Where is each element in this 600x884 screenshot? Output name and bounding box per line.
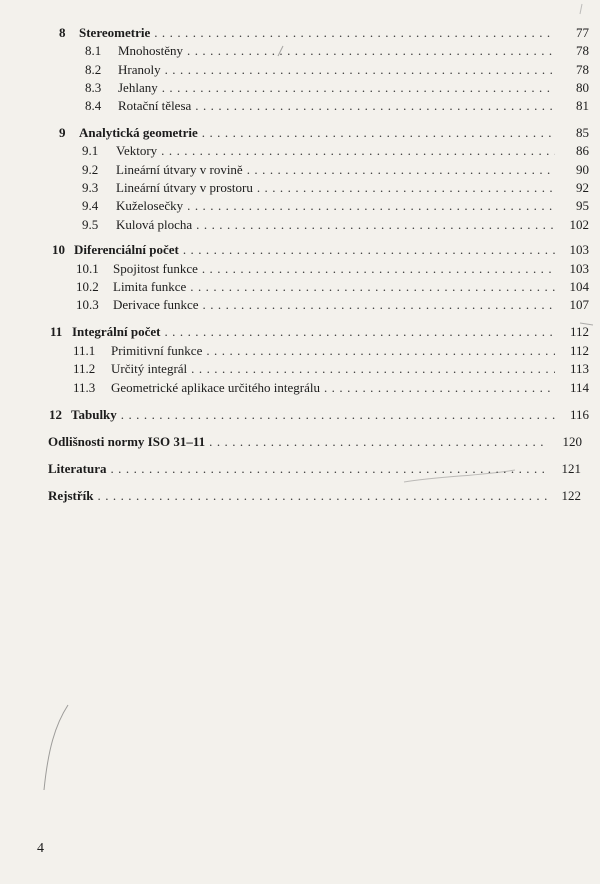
toc-title: Analytická geometrie xyxy=(79,125,198,140)
toc-title: Literatura xyxy=(48,461,107,476)
toc-page: 103 xyxy=(569,261,589,276)
toc-page: 121 xyxy=(561,461,581,476)
toc-page: 112 xyxy=(569,343,589,358)
toc-number: 11.2 xyxy=(73,361,96,376)
toc-title: Diferenciální počet xyxy=(74,242,179,257)
toc-page: 86 xyxy=(576,143,589,158)
toc-title: Integrální počet xyxy=(72,324,161,339)
toc-title: Jehlany xyxy=(118,80,158,95)
toc-title: Spojitost funkce xyxy=(113,261,198,276)
toc-title: Určitý integrál xyxy=(111,361,188,376)
toc-title: Rotační tělesa xyxy=(118,98,192,113)
toc-page: 112 xyxy=(569,324,589,339)
toc-title: Tabulky xyxy=(71,407,117,422)
toc-page: 95 xyxy=(576,198,589,213)
toc-title: Mnohostěny xyxy=(118,43,183,58)
toc-title: Geometrické aplikace určitého integrálu xyxy=(111,380,320,395)
toc-title: Odlišnosti normy ISO 31–11 xyxy=(48,434,206,449)
toc-title: Kuželosečky xyxy=(116,198,184,213)
toc-page: 107 xyxy=(569,297,589,312)
toc-page: 78 xyxy=(576,62,589,77)
toc-number: 10.3 xyxy=(76,297,99,312)
toc-title: Primitivní funkce xyxy=(111,343,203,358)
toc-number: 8.3 xyxy=(85,80,102,95)
toc-title: Derivace funkce xyxy=(113,297,199,312)
toc-number: 11 xyxy=(50,324,63,339)
toc-number: 10 xyxy=(52,242,65,257)
page-number: 4 xyxy=(37,841,44,856)
toc-number: 9.1 xyxy=(82,143,99,158)
toc-page: 116 xyxy=(569,407,589,422)
toc-page: 114 xyxy=(569,380,589,395)
toc-page: 90 xyxy=(576,162,589,177)
toc-number: 9.4 xyxy=(82,198,99,213)
toc-number: 10.1 xyxy=(76,261,99,276)
toc-page: 77 xyxy=(576,25,589,40)
toc-page: 80 xyxy=(576,80,589,95)
toc-title: Vektory xyxy=(116,143,158,158)
toc-page: 120 xyxy=(562,434,582,449)
toc-title: Limita funkce xyxy=(113,279,187,294)
toc-title: Stereometrie xyxy=(79,25,151,40)
toc-page: 85 xyxy=(576,125,589,140)
toc-number: 9.5 xyxy=(82,217,99,232)
toc-number: 11.3 xyxy=(73,380,96,395)
toc-number: 12 xyxy=(49,407,62,422)
toc-page: 122 xyxy=(561,488,581,503)
toc-number: 8.1 xyxy=(85,43,102,58)
toc-number: 8 xyxy=(59,25,66,40)
toc-number: 9 xyxy=(59,125,66,140)
toc-number: 11.1 xyxy=(73,343,96,358)
toc-number: 8.2 xyxy=(85,62,102,77)
toc-page: 113 xyxy=(569,361,589,376)
toc-page: 81 xyxy=(576,98,589,113)
toc-title: Kulová plocha xyxy=(116,217,193,232)
toc-page: 78 xyxy=(576,43,589,58)
toc-page: 104 xyxy=(569,279,589,294)
toc-title: Lineární útvary v prostoru xyxy=(116,180,253,195)
toc-page: 103 xyxy=(569,242,589,257)
toc-title: Lineární útvary v rovině xyxy=(116,162,243,177)
toc-number: 9.3 xyxy=(82,180,99,195)
toc-number: 8.4 xyxy=(85,98,102,113)
toc-number: 10.2 xyxy=(76,279,99,294)
toc-title: Rejstřík xyxy=(48,488,94,503)
toc-page: 102 xyxy=(569,217,589,232)
toc-page: 92 xyxy=(576,180,589,195)
toc-number: 9.2 xyxy=(82,162,99,177)
toc-title: Hranoly xyxy=(118,62,161,77)
